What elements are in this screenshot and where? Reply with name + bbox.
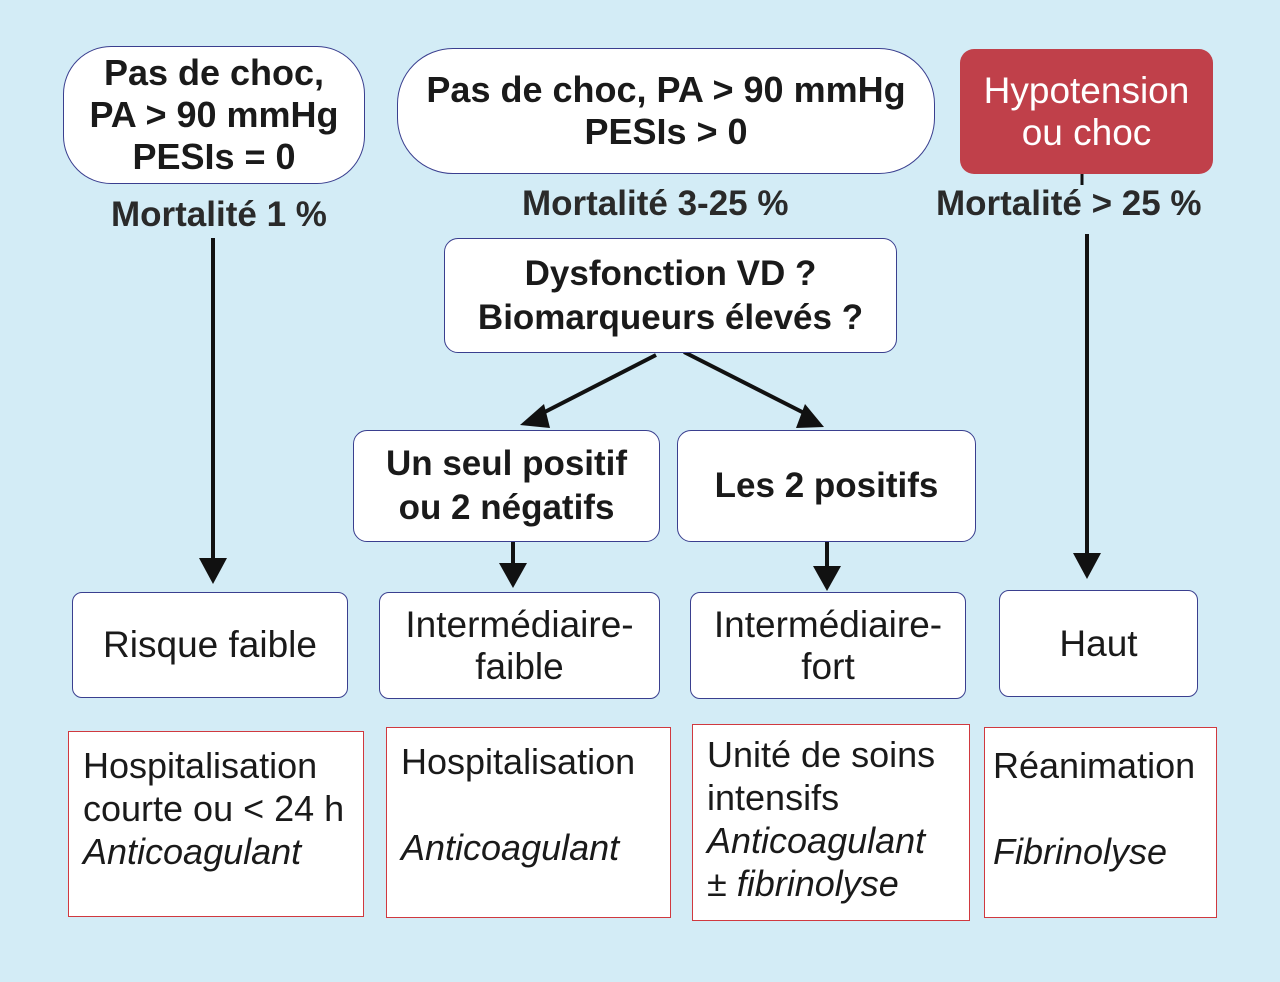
arrow-question-to-both-positive bbox=[684, 352, 812, 417]
question-rv-dysfunction-biomarkers bbox=[444, 238, 897, 353]
condition-line: PESIs > 0 bbox=[584, 111, 748, 152]
risk-label: Intermédiaire- bbox=[713, 603, 943, 645]
condition-line: ou choc bbox=[1021, 111, 1152, 153]
condition-line: PESIs = 0 bbox=[132, 136, 296, 177]
condition-line: Pas de choc, bbox=[103, 52, 325, 93]
branch-line: ou 2 négatifs bbox=[398, 488, 615, 527]
mortality-intermediate: Mortalité 3-25 % bbox=[522, 184, 789, 223]
risk-label: fort bbox=[801, 645, 855, 687]
arrow-both-positive-head bbox=[796, 404, 824, 428]
arrow-low-head bbox=[199, 558, 227, 584]
arrow-one-positive-head bbox=[520, 404, 550, 428]
question-line: Dysfonction VD ? bbox=[524, 253, 817, 293]
management-line: intensifs bbox=[707, 777, 840, 818]
management-low bbox=[68, 731, 364, 917]
risk-label: Risque faible bbox=[103, 624, 317, 665]
risk-label: faible bbox=[475, 645, 564, 687]
risk-high bbox=[999, 590, 1198, 697]
management-drug: Anticoagulant bbox=[401, 827, 620, 868]
mortality-high: Mortalité > 25 % bbox=[936, 184, 1202, 223]
risk-low bbox=[72, 592, 348, 698]
condition-hypotension-shock bbox=[960, 49, 1213, 174]
management-intermediate-low bbox=[386, 727, 671, 918]
branch-line: Un seul positif bbox=[385, 444, 628, 483]
management-line: courte ou < 24 h bbox=[83, 788, 345, 829]
management-high bbox=[984, 727, 1217, 918]
arrow-high-head bbox=[1073, 553, 1101, 579]
management-drug: ± fibrinolyse bbox=[707, 863, 899, 904]
management-intermediate-high bbox=[692, 724, 970, 921]
management-line: Hospitalisation bbox=[83, 745, 318, 786]
branch-line: Les 2 positifs bbox=[714, 466, 939, 505]
mortality-low: Mortalité 1 % bbox=[111, 195, 327, 234]
risk-label: Intermédiaire- bbox=[405, 603, 634, 645]
condition-line: Pas de choc, PA > 90 mmHg bbox=[426, 69, 906, 110]
arrow-int-high-head bbox=[813, 566, 841, 591]
management-drug: Fibrinolyse bbox=[993, 831, 1168, 872]
question-line: Biomarqueurs élevés ? bbox=[477, 297, 864, 337]
risk-label: Haut bbox=[1059, 622, 1138, 664]
condition-line: PA > 90 mmHg bbox=[89, 94, 339, 135]
management-line: Unité de soins bbox=[707, 734, 936, 775]
risk-intermediate-high bbox=[690, 592, 966, 699]
management-line: Hospitalisation bbox=[401, 741, 636, 782]
branch-both-positive bbox=[677, 430, 976, 542]
branch-one-positive bbox=[353, 430, 660, 542]
condition-line: Hypotension bbox=[983, 69, 1190, 111]
risk-intermediate-low bbox=[379, 592, 660, 699]
management-drug: Anticoagulant bbox=[707, 820, 926, 861]
arrow-int-low-head bbox=[499, 563, 527, 588]
condition-no-shock-pesi-positive bbox=[397, 48, 935, 174]
arrow-question-to-one-positive bbox=[535, 355, 656, 417]
condition-no-shock-pesi-zero bbox=[63, 46, 365, 184]
management-drug: Anticoagulant bbox=[83, 831, 302, 872]
management-line: Réanimation bbox=[993, 745, 1196, 786]
